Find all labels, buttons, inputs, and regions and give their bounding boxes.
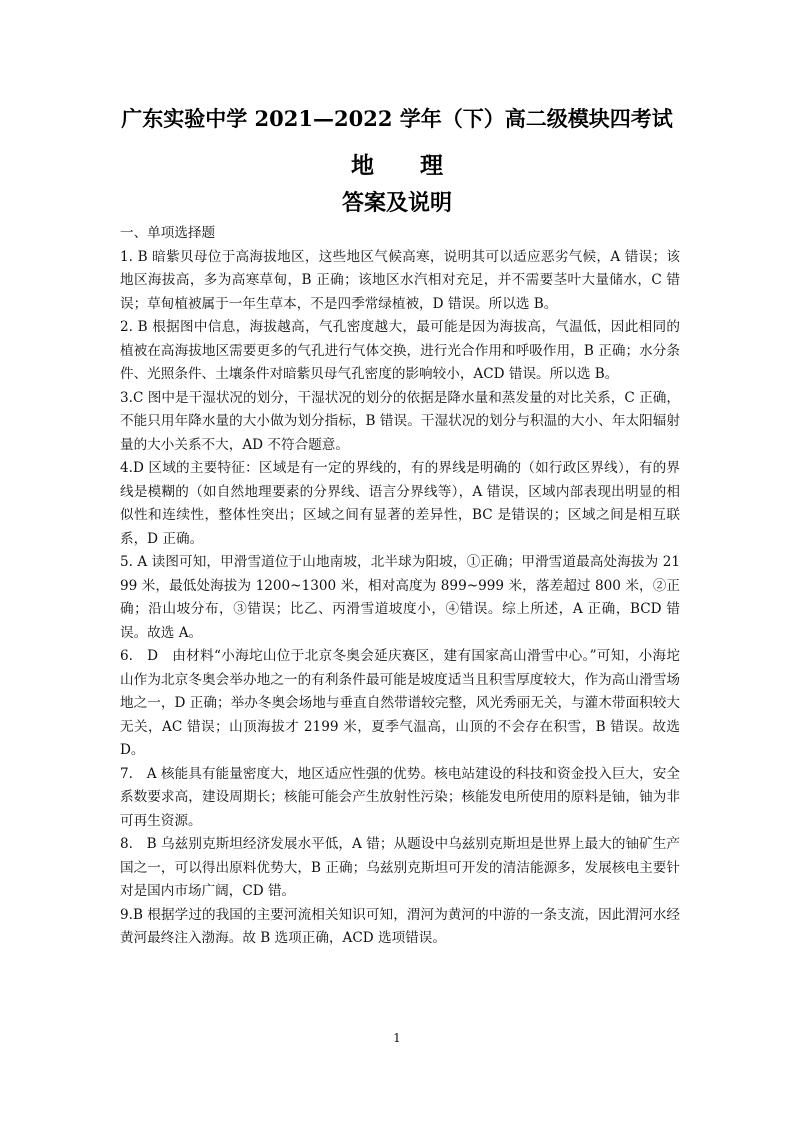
answer-item-4: 4.D 区域的主要特征：区域是有一定的界线的，有的界线是明确的（如行政区界线），有的界线是模糊的（如自然地理要素的分界线、语言分界线等），A 错误，区域内部表现出明显的相似性和连续性，整体性突出；区域之间有显著的差异性，BC 是错误的；区域之间是相互联系，D 正确。 [120,460,680,547]
answer-item-6: 6. D 由材料“小海坨山位于北京冬奥会延庆赛区，建有国家高山滑雪中心。”可知，小海坨山作为北京冬奥会举办地之一的有利条件最可能是坡度适当且积雪厚度较大，作为高山滑雪场地之一，D 正确；举办冬奥会场地与垂直自然带谱较完整，风光秀丽无关，与灌木带面积较大无关，AC 错误；山顶海拔才 2199 米，夏季气温高，山顶的不会存在积雪，B 错误。故选 D。 [120,648,680,758]
answer-item-1: 1. B 暗紫贝母位于高海拔地区，这些地区气候高寒，说明其可以适应恶劣气候，A 错误；该地区海拔高，多为高寒草甸，B 正确；该地区水汽相对充足，并不需要茎叶大量储水，C 错误；草甸植被属于一年生草本，不是四季常绿植被，D 错误。所以选 B。 [120,248,680,312]
answer-item-9: 9.B 根据学过的我国的主要河流相关知识可知，渭河为黄河的中游的一条支流，因此渭河水经黄河最终注入渤海。故 B 选项正确，ACD 选项错误。 [120,906,680,946]
subject-title: 地 理 [351,152,443,179]
answer-item-2: 2. B 根据图中信息，海拔越高，气孔密度越大，最可能是因为海拔高，气温低，因此相同的植被在高海拔地区需要更多的气孔进行气体交换，进行光合作用和呼吸作用，B 正确；水分条件、光照条件、土壤条件对暗紫贝母气孔密度的影响较小，ACD 错误。所以选 B。 [120,319,680,382]
exam-title: 广东实验中学 2021—2022 学年（下）高二级模块四考试 [121,106,673,131]
answer-item-7: 7. A 核能具有能量密度大，地区适应性强的优势。核电站建设的科技和资金投入巨大，安全系数要求高，建设周期长；核能可能会产生放射性污染；核能发电所使用的原料是铀，铀为非可再生资源。 [120,765,680,829]
page-number: 1 [393,1031,401,1045]
answer-content [120,222,680,951]
answer-item-3: 3.C 图中是干湿状况的划分，干湿状况的划分的依据是降水量和蒸发量的对比关系，C 正确，不能只用年降水量的大小做为划分指标，B 错误。干湿状况的划分与积温的大小、年太阳辐射量的大小关系不大，AD 不符合题意。 [120,389,680,453]
section-title: 一、单项选择题 [120,225,216,241]
answer-item-5: 5. A 读图可知，甲滑雪道位于山地南坡，北半球为阳坡，①正确；甲滑雪道最高处海拔为 2199 米，最低处海拔为 1200~1300 米，相对高度为 899~999 米，落差超过 800 米，②正确；沿山坡分布，③错误；比乙、丙滑雪道坡度小，④错误。综上所述，A 正确，BCD 错误。故选 A。 [120,554,680,641]
answer-subtitle: 答案及说明 [341,190,452,216]
answer-item-8: 8. B 乌兹别克斯坦经济发展水平低，A 错；从题设中乌兹别克斯坦是世界上最大的铀矿生产国之一，可以得出原料优势大，B 正确；乌兹别克斯坦可开发的清洁能源多，发展核电主要针对是国内市场广阔，CD 错。 [120,836,680,899]
